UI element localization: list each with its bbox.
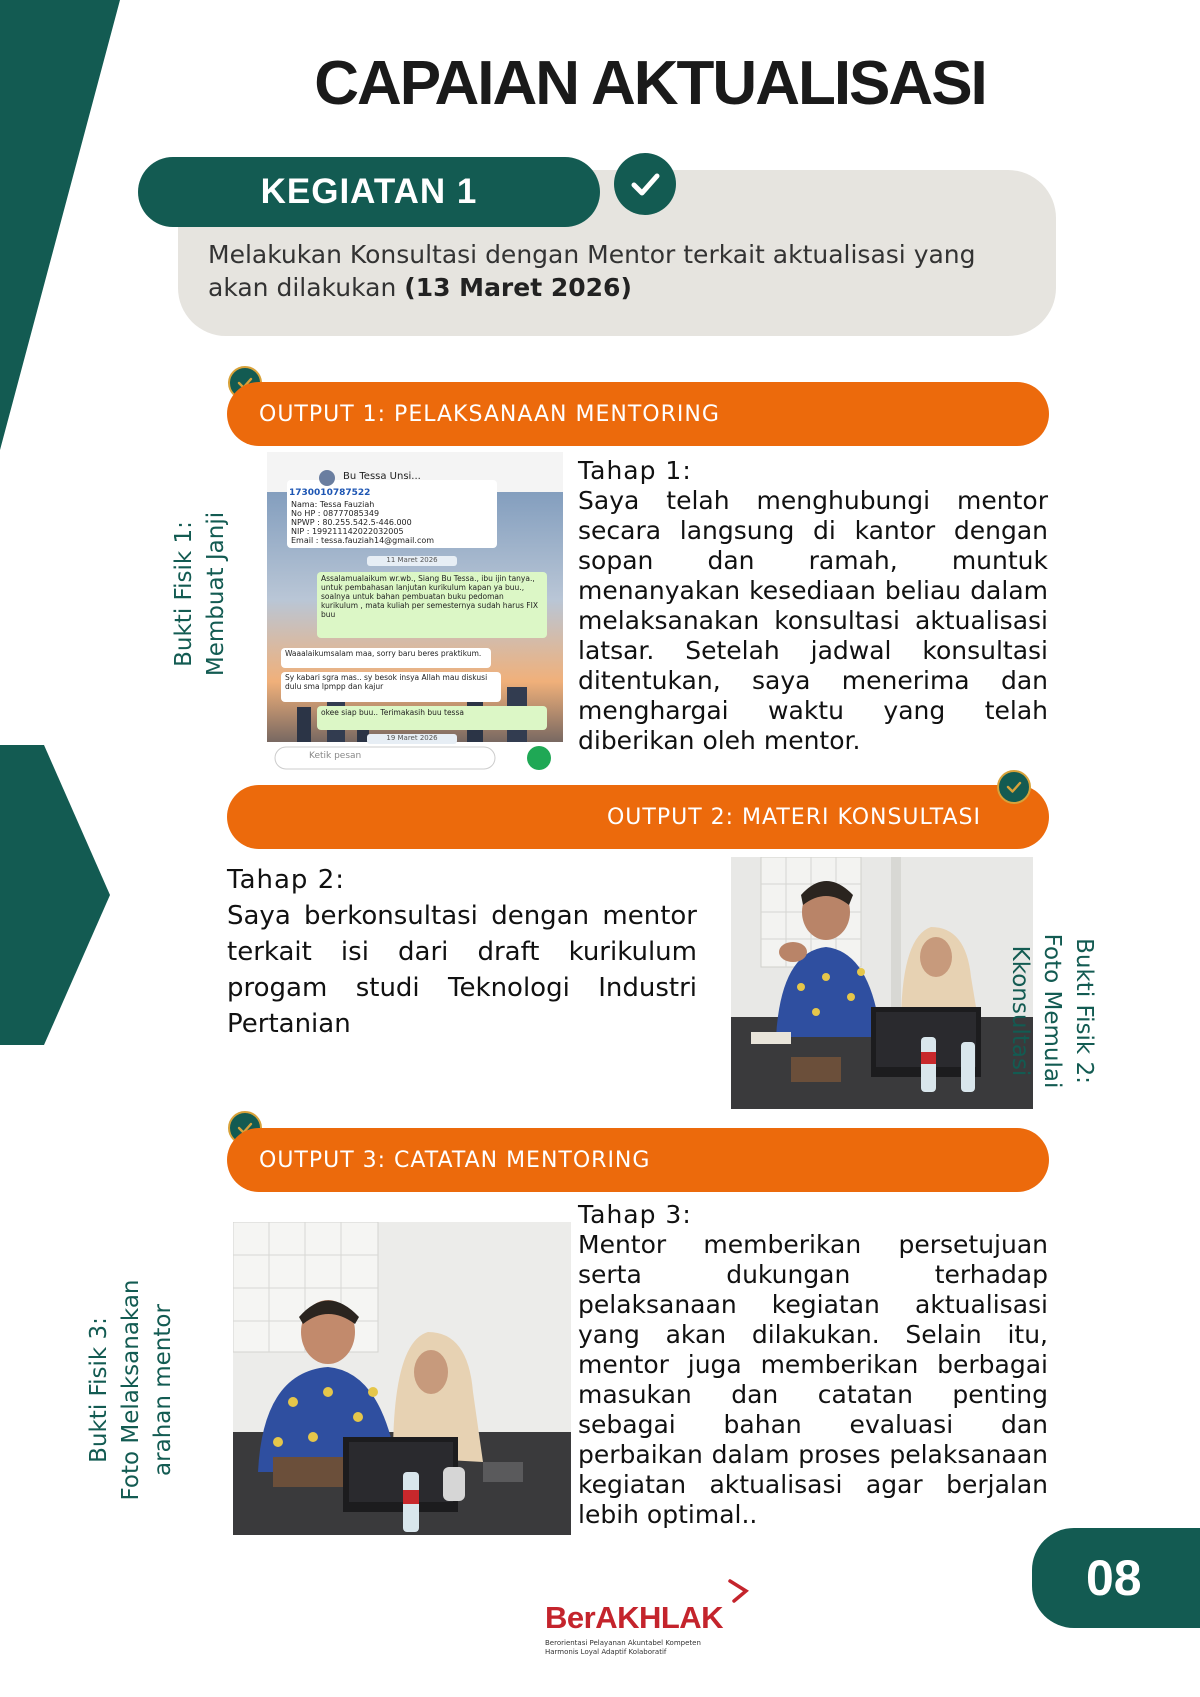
tahap-3-body: Mentor memberikan persetujuan serta dukungan terhadap pelaksanaan kegiatan aktualisasi yang akan dilakukan. Selain itu, mentor juga memberikan berbagai masukan dan catatan penting sebagai bahan evaluasi dan perbaikan dalam proses pelaksanaan kegiatan aktualisasi agar berjalan lebih optimal.. (578, 1230, 1048, 1529)
bukti-caption-line: arahan mentor (150, 1304, 176, 1476)
decor-chevron-left (0, 745, 110, 1045)
chat-contact: Bu Tessa Unsi... (343, 471, 421, 482)
bukti-fisik-2-caption (1004, 891, 1100, 1131)
consultation-photo-2 (233, 1222, 571, 1535)
bukti-caption-line: Bukti Fisik 3: (86, 1317, 112, 1463)
berakhlak-tagline-line: Harmonis Loyal Adaptif Kolaboratif (545, 1648, 667, 1656)
berakhlak-chevron-icon (726, 1578, 752, 1608)
bukti-fisik-1-caption (168, 474, 232, 714)
tahap-2-title: Tahap 2: (227, 865, 345, 895)
check-circle-icon (997, 770, 1031, 804)
output-3-label: OUTPUT 3: CATATAN MENTORING (259, 1147, 651, 1173)
kegiatan-label: KEGIATAN 1 (138, 157, 600, 227)
berakhlak-logo: BerAKHLAK (545, 1600, 724, 1635)
chat-info (291, 500, 491, 545)
output-2-label: OUTPUT 2: MATERI KONSULTASI (606, 804, 981, 830)
output-3-bar (227, 1128, 1049, 1192)
chat-screenshot (267, 452, 563, 780)
output-1-label: OUTPUT 1: PELAKSANAAN MENTORING (259, 401, 720, 427)
berakhlak-tagline-line: Berorientasi Pelayanan Akuntabel Kompeten (545, 1639, 701, 1647)
kegiatan-date: (13 Maret 2026) (404, 273, 632, 302)
chat-date: 11 Maret 2026 (386, 556, 438, 564)
page-title: CAPAIAN AKTUALISASI (314, 49, 986, 118)
chat-info-line: NPWP : 80.255.542.5-446.000 (291, 518, 412, 527)
chat-message-in: Waaalaikumsalam maa, sorry baru beres praktikum. (285, 649, 482, 658)
output-1-bar (227, 382, 1049, 446)
tahap-1-title: Tahap 1: (578, 456, 692, 485)
tahap-1-text (578, 456, 1048, 756)
chat-info-line: Nama: Tessa Fauziah (291, 500, 375, 509)
chat-info-line: NIP : 199211142022032005 (291, 527, 404, 536)
berakhlak-tagline (545, 1639, 701, 1657)
tahap-3-text (578, 1200, 1048, 1530)
tahap-2-text (227, 862, 697, 1042)
bukti-caption-line: Kkonsultasi (1007, 945, 1033, 1077)
kegiatan-description (208, 238, 1028, 304)
tahap-1-body: Saya telah menghubungi mentor secara langsung di kantor dengan sopan dan ramah, muntuk menanyakan kesediaan beliau dalam melaksanakan konsultasi aktualisasi latsar. Setelah jadwal konsultasi ditentukan, saya menerima dan menghargai waktu yang telah diberikan oleh mentor. (578, 486, 1048, 755)
kegiatan-description-text: Melakukan Konsultasi dengan Mentor terkait aktualisasi yang akan dilakukan (208, 240, 976, 302)
output-2-bar (227, 785, 1049, 849)
chat-info-line: Email : tessa.fauziah14@gmail.com (291, 536, 435, 545)
bukti-fisik-3-caption (83, 1270, 179, 1510)
bukti-caption-line: Foto Melaksanakan (118, 1279, 144, 1501)
bukti-caption-line: Bukti Fisik 1: (171, 521, 197, 667)
bukti-caption-line: Membuat Janji (203, 511, 229, 677)
bukti-caption-line: Foto Memulai (1039, 933, 1065, 1089)
page-number-badge (1032, 1528, 1200, 1628)
consultation-photo-1 (731, 857, 1033, 1109)
check-circle-icon (614, 153, 676, 215)
chat-message-out: Assalamualaikum wr.wb., Siang Bu Tessa., ibu ijin tanya., untuk pembahasan lanjutan kurikulum kapan ya buu., soalnya untuk bahan pembuatan buku pedoman kurikulum , mata kuliah per semesternya sudah harus FIX buu (321, 574, 538, 619)
tahap-3-title: Tahap 3: (578, 1200, 692, 1229)
chat-message-in: Sy kabari sgra mas.. sy besok insya Allah mau diskusi dulu sma lpmpp dan kajur (285, 673, 488, 691)
chat-message-out: okee siap buu.. Terimakasih buu tessa (321, 708, 464, 717)
chat-input-placeholder: Ketik pesan (309, 751, 362, 761)
chat-info-line: No HP : 08777085349 (291, 509, 380, 518)
page-number: 08 (1086, 1550, 1142, 1606)
chat-account: 1730010787522 (289, 488, 371, 498)
tahap-2-body: Saya berkonsultasi dengan mentor terkait isi dari draft kurikulum progam studi Teknologi Industri Pertanian (227, 901, 697, 1039)
chat-date: 19 Maret 2026 (386, 734, 438, 742)
bukti-caption-line: Bukti Fisik 2: (1071, 938, 1097, 1084)
